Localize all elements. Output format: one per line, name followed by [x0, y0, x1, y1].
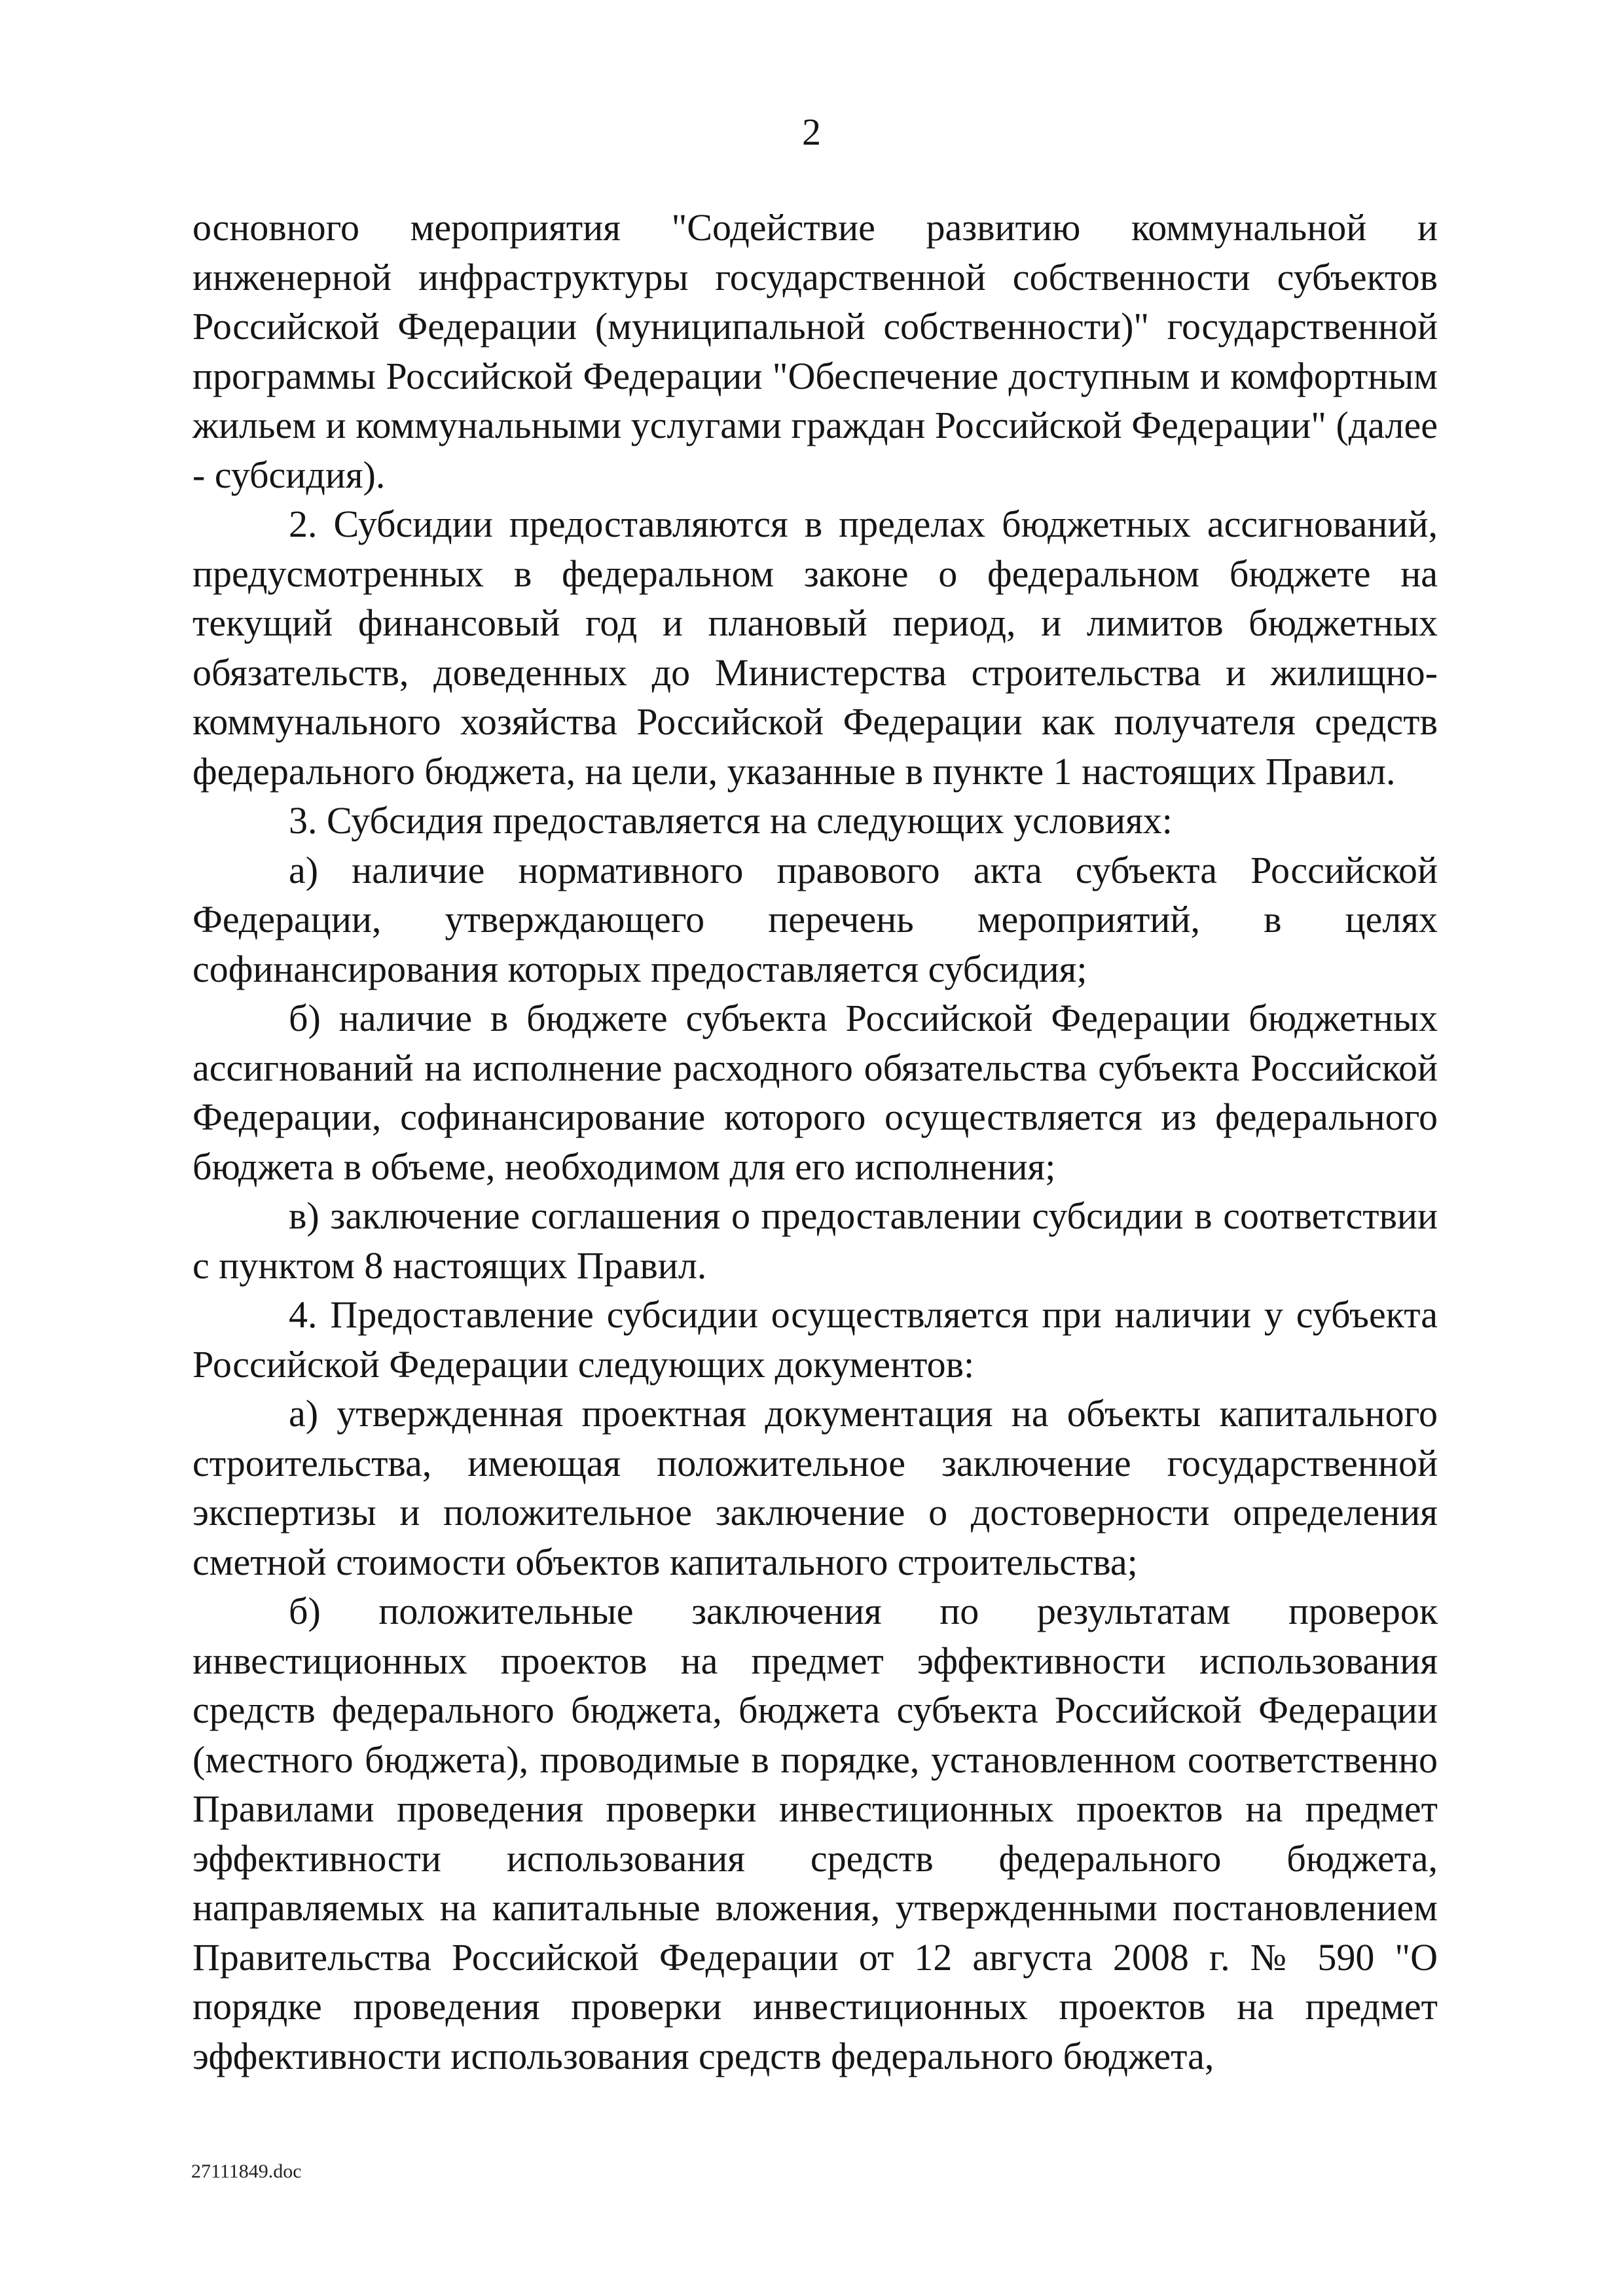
paragraph-item-4: 4. Предоставление субсидии осуществляется при наличии у субъекта Российской Федерации следующих документов:	[192, 1293, 1438, 1386]
paragraph-item-3: 3. Субсидия предоставляется на следующих условиях:	[289, 799, 1173, 842]
footer-filename: 27111849.doc	[191, 2161, 302, 2182]
paragraph-item-2: 2. Субсидии предоставляются в пределах бюджетных ассигнований, предусмотренных в федеральном законе о федеральном бюджете на текущий финансовый год и плановый период, и лимитов бюджетных обязательств, доведенных до Министерства строительства и жилищно-коммунального хозяйства Российской Федерации как получателя средств федерального бюджета, на цели, указанные в пункте 1 настоящих Правил.	[192, 503, 1438, 793]
paragraph-item-3v: в) заключение соглашения о предоставлении субсидии в соответствии с пунктом 8 настоящих Правил.	[192, 1194, 1438, 1287]
paragraph-item-4a: а) утвержденная проектная документация на объекты капитального строительства, имеющая положительное заключение государственной экспертизы и положительное заключение о достоверности определения сметной стоимости объектов капитального строительства;	[192, 1392, 1438, 1583]
page-number: 2	[802, 111, 821, 153]
paragraph-continuation: основного мероприятия "Содействие развитию коммунальной и инженерной инфраструктуры государственной собственности субъектов Российской Федерации (муниципальной собственности)" государственной программы Российской Федерации "Обеспечение доступным и комфортным жильем и коммунальными услугами граждан Российской Федерации" (далее - субсидия).	[192, 206, 1438, 496]
paragraph-item-3b: б) наличие в бюджете субъекта Российской Федерации бюджетных ассигнований на исполнение расходного обязательства субъекта Российской Федерации, софинансирование которого осуществляется из федерального бюджета в объеме, необходимом для его исполнения;	[192, 997, 1438, 1188]
document-body	[192, 203, 1438, 2081]
paragraph-item-4b: б) положительные заключения по результатам проверок инвестиционных проектов на предмет эффективности использования средств федерального бюджета, бюджета субъекта Российской Федерации (местного бюджета), проводимые в порядке, установленном соответственно Правилами проведения проверки инвестиционных проектов на предмет эффективности использования средств федерального бюджета, направляемых на капитальные вложения, утвержденными постановлением Правительства Российской Федерации от 12 августа 2008 г. № 590 "О порядке проведения проверки инвестиционных проектов на предмет эффективности использования средств федерального бюджета,	[192, 1590, 1438, 2077]
paragraph-item-3a: а) наличие нормативного правового акта субъекта Российской Федерации, утверждающего перечень мероприятий, в целях софинансирования которых предоставляется субсидия;	[192, 848, 1438, 990]
